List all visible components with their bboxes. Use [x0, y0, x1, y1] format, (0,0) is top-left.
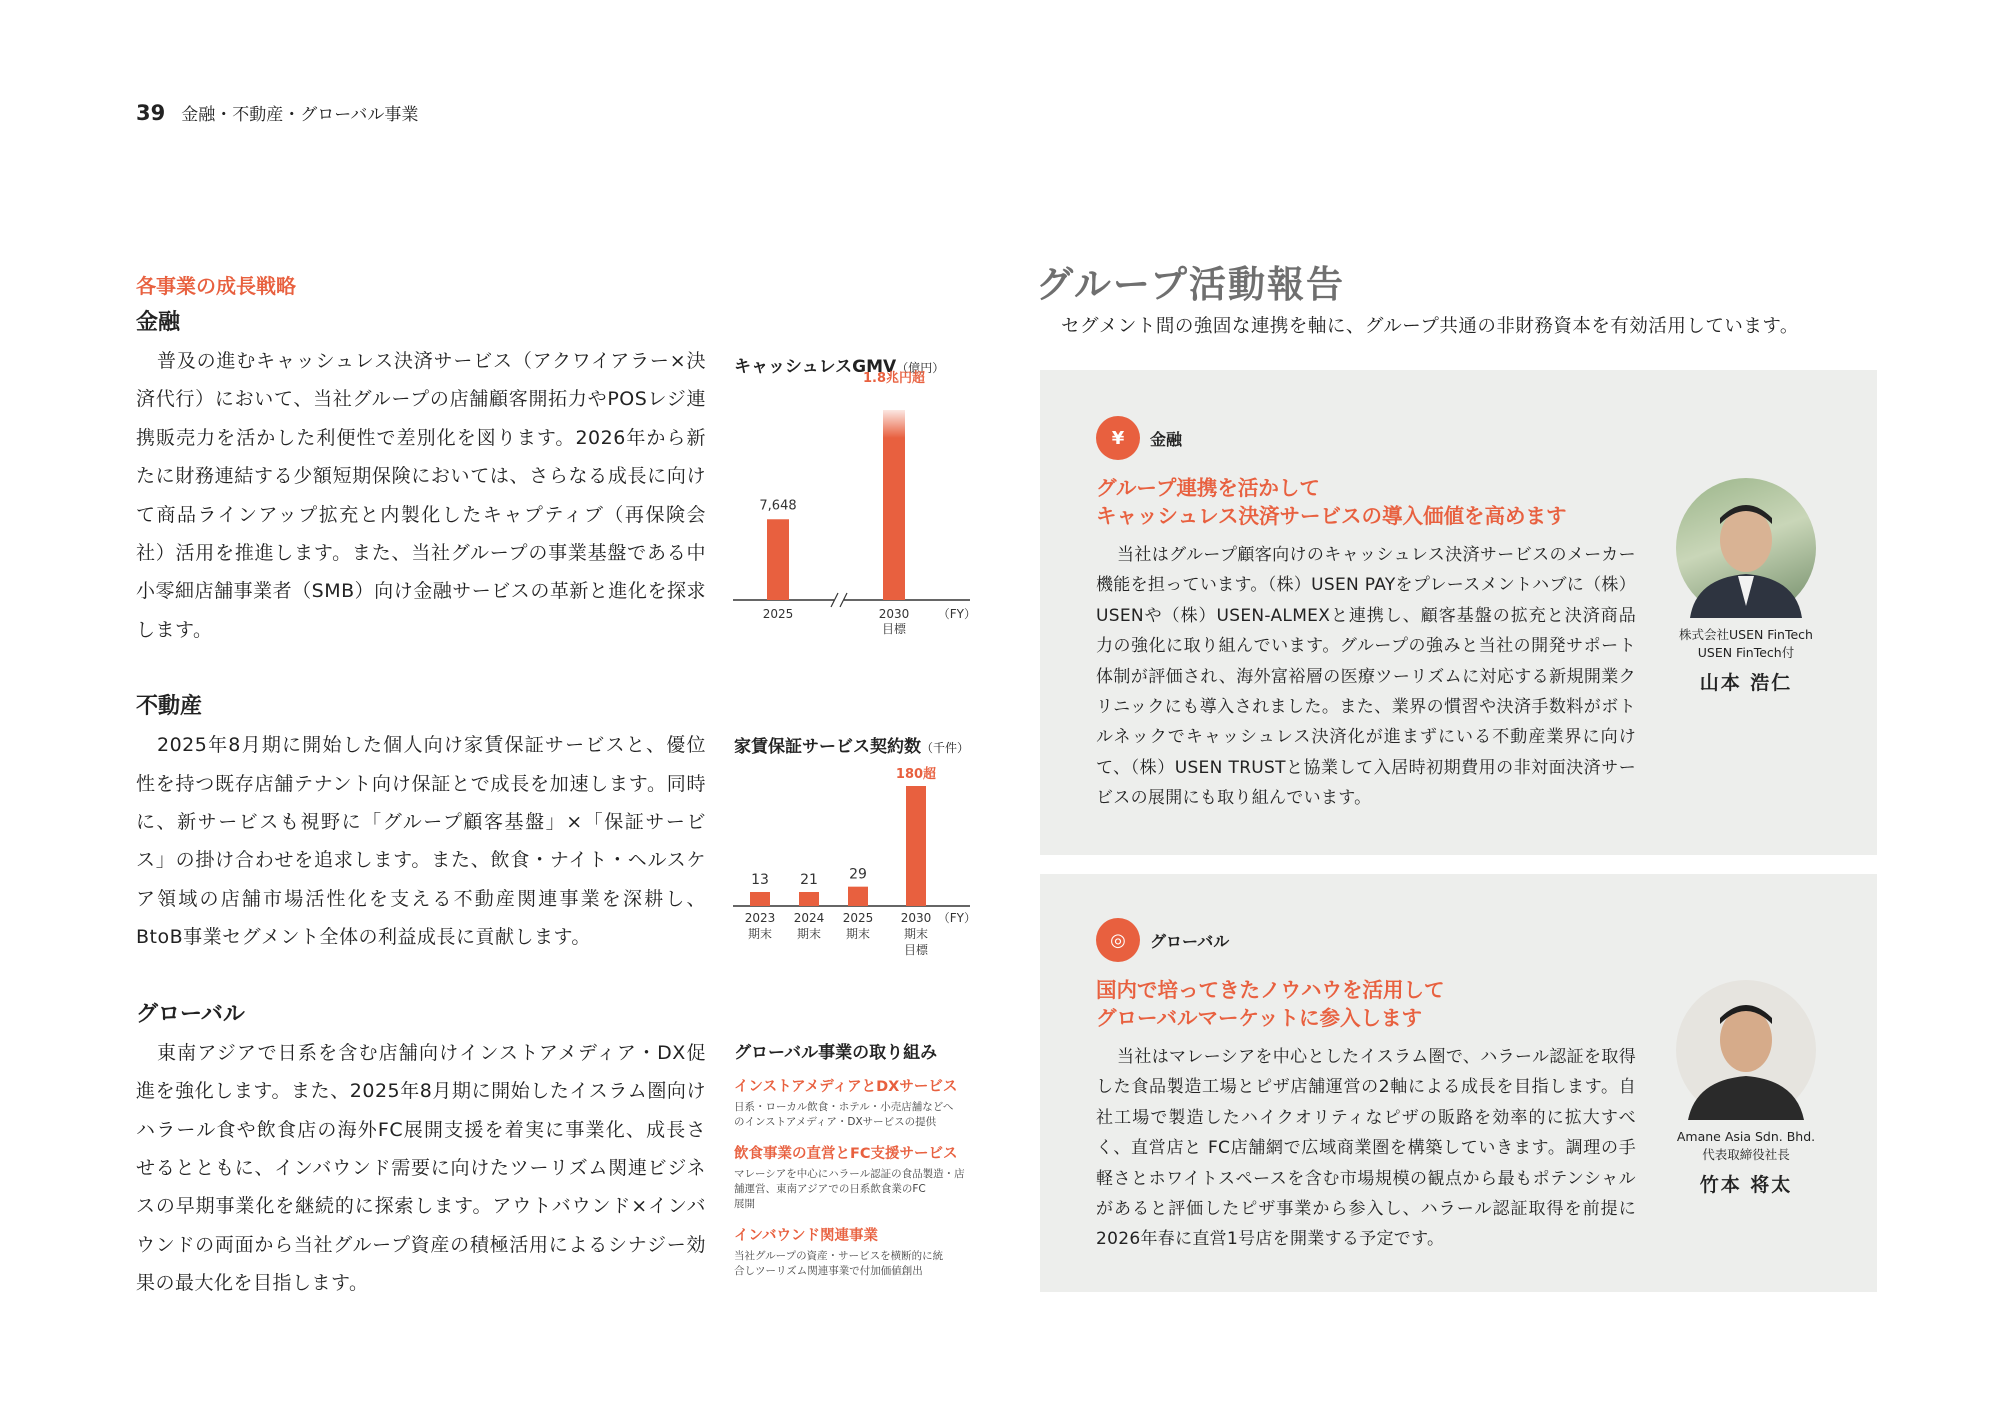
global-initiatives-title: グローバル事業の取り組み	[734, 1043, 938, 1063]
desc-line: 合しツーリズム関連事業で付加価値創出	[734, 1265, 923, 1277]
finance-heading: 金融	[136, 310, 181, 335]
rent-category-sublabel: 期末	[845, 927, 871, 941]
realestate-paragraph	[136, 726, 706, 956]
para-line: 同時に、新サービスも視野に「グループ顧客基盤」×「保証サー	[136, 772, 706, 834]
realestate-heading: 不動産	[136, 694, 203, 720]
group-report-title: グループ活動報告	[1036, 263, 1346, 306]
body-line: す。自社工場で製造したハイクオリティなピザの販路を効率的に	[1096, 1077, 1636, 1128]
panel-tag	[1096, 416, 1182, 460]
global-heading: グローバル	[136, 1001, 245, 1027]
tag-label: グローバル	[1150, 931, 1230, 951]
gmv-title-text: キャッシュレスGMV	[734, 357, 897, 377]
rent-title-text: 家賃保証サービス契約数	[734, 737, 921, 757]
person-card	[1646, 980, 1846, 1197]
body-line: （株）USENや（株）USEN-ALMEXと連携し、顧客基盤の拡充と決	[1096, 575, 1636, 626]
global-report-panel	[1040, 874, 1877, 1292]
global-icon: ◎	[1096, 918, 1140, 962]
rent-bar-2023	[750, 892, 770, 906]
initiative-desc	[734, 1249, 984, 1279]
body-line: する新規開業クリニックにも導入されました。また、業界の慣習や	[1096, 666, 1636, 718]
finance-report-panel	[1040, 370, 1877, 855]
finance-paragraph	[136, 342, 706, 649]
body-line: 当社はマレーシアを中心としたイスラム圏で、ハラール認証を取	[1117, 1047, 1619, 1067]
person-silhouette-icon	[1676, 980, 1816, 1120]
heading-line: グローバルマーケットに参入します	[1096, 1006, 1422, 1030]
gmv-bar-2025	[767, 519, 789, 600]
initiative-item	[734, 1224, 984, 1279]
rent-data-label: 29	[849, 866, 867, 883]
page-number: 39	[136, 101, 166, 125]
heading-line: グループ連携を活かして	[1096, 476, 1320, 500]
desc-line: 舗運営、東南アジアでの日系飲食業のFC	[734, 1183, 926, 1195]
rent-bar-2025	[848, 887, 868, 906]
rent-category-sublabel: 期末	[903, 927, 929, 941]
para-line: ケア領域の店舗市場活性化を支える不動産関連事業を深耕し、	[136, 849, 706, 910]
panel-tag	[1096, 918, 1229, 962]
body-line: 拡大すべく、直営店と FC店舗網で広域商業圏を構築していきま	[1096, 1107, 1636, 1159]
para-line: 向けハラール食や飲食店の海外FC展開支援を着実に事業	[136, 1080, 706, 1141]
rent-category-sublabel: 期末	[747, 927, 773, 941]
person-name: 竹本 将太	[1699, 1174, 1793, 1196]
person-card	[1646, 478, 1846, 695]
body-line: 当社はグループ顧客向けのキャッシュレス決済サービスのメー	[1117, 545, 1602, 565]
rent-axis-suffix: （FY）	[937, 911, 976, 925]
global-initiatives	[734, 1038, 984, 1279]
rent-category-label: 2024	[793, 911, 825, 925]
para-line: レジ連携販売力を活かした利便性で差別化を図ります。2026年	[136, 388, 706, 449]
gmv-axis-break	[834, 592, 844, 608]
para-line: 性を持つ既存店舗テナント向け保証とで成長を加速します。	[136, 772, 667, 795]
person-photo	[1676, 478, 1816, 618]
para-line: 革新と進化を探求します。	[136, 580, 706, 641]
desc-line: マレーシアを中心にハラール認証の食品製造・店	[734, 1168, 965, 1180]
para-line: 基盤である中小零細店舗事業者（SMB）向け金融サービスの	[136, 542, 706, 603]
rent-unit: （千件）	[921, 741, 970, 755]
person-company: 株式会社USEN FinTech	[1679, 627, 1813, 642]
rent-bar-2024	[799, 892, 819, 906]
gmv-axis-suffix: （FY）	[937, 607, 976, 621]
desc-line: のインストアメディア・DXサービスの提供	[734, 1116, 937, 1128]
body-line: 不動産業界に向けて、（株）USEN TRUSTと協業して入居時初期	[1096, 727, 1636, 778]
body-line: 決済手数料がボトルネックでキャッシュレス決済化が進まずにいる	[1096, 697, 1636, 748]
desc-line: 日系・ローカル飲食・ホテル・小売店舗などへ	[734, 1101, 954, 1113]
rent-category-label: 2023	[744, 911, 776, 925]
gmv-category-label: 2030	[878, 607, 910, 621]
panel-body	[1096, 1042, 1636, 1255]
body-line: 発サポート体制が評価され、海外富裕層の医療ツーリズムに対応	[1096, 636, 1636, 687]
section-title: 金融・不動産・グローバル事業	[181, 105, 419, 125]
finance-icon: ¥	[1096, 416, 1140, 460]
initiative-desc	[734, 1100, 984, 1130]
body-line: 費用の非対面決済サービスの展開にも取り組んでいます。	[1096, 757, 1637, 809]
para-line: 成長に向けて商品ラインアップ拡充と内製化したキャプティブ	[136, 465, 706, 526]
initiative-desc	[734, 1167, 984, 1212]
page-header	[136, 100, 418, 125]
para-line: から新たに財務連結する少額短期保険においては、さらなる	[136, 426, 706, 488]
para-line: 2025年8月期に開始した個人向け家賃保証サービスと、優位	[157, 734, 706, 757]
gmv-bar-fade	[883, 410, 905, 438]
heading-line: 国内で培ってきたノウハウを活用して	[1096, 978, 1445, 1002]
rent-data-label: 21	[800, 872, 818, 888]
para-line: 普及の進むキャッシュレス決済サービス（アクワイアラー×	[157, 350, 687, 372]
heading-line: キャッシュレス決済サービスの導入価値を高めます	[1096, 504, 1567, 528]
person-company: Amane Asia Sdn. Bhd.	[1676, 1129, 1816, 1144]
panel-heading	[1096, 474, 1566, 530]
growth-strategy-column	[136, 270, 706, 1303]
para-line: 化、成長させるとともに、インバウンド需要に向けたツーリズム	[136, 1118, 706, 1179]
tag-label: 金融	[1150, 429, 1183, 449]
person-silhouette-icon	[1676, 478, 1816, 618]
initiative-title: インストアメディアとDXサービス	[734, 1079, 958, 1095]
panel-body	[1096, 540, 1636, 814]
rent-chart-title	[734, 732, 969, 757]
body-line: カー機能を担っています。（株）USEN PAYをプレースメントハブに	[1096, 545, 1636, 596]
desc-line: 当社グループの資産・サービスを横断的に統	[734, 1250, 944, 1262]
person-photo	[1676, 980, 1816, 1120]
body-line: 得した食品製造工場とピザ店舗運営の2軸による成長を目指しま	[1096, 1047, 1636, 1098]
rent-data-label: 180超	[895, 767, 937, 782]
group-report-subtitle: セグメント間の強固な連携を軸に、グループ共通の非財務資本を有効活用しています。	[1061, 316, 1799, 337]
gmv-unit: （億円）	[896, 361, 945, 375]
panel-heading	[1096, 976, 1445, 1032]
initiative-item	[734, 1075, 984, 1130]
gmv-category-label: 2025	[762, 607, 794, 621]
gmv-category-sublabel: 目標	[881, 622, 907, 636]
para-line: （再保険会社）活用を推進します。また、当社グループの事業	[136, 503, 706, 565]
para-line: バウンド×インバウンドの両面から当社グループ資産の積極	[136, 1195, 706, 1256]
gmv-bar-2030	[883, 410, 905, 600]
body-line: 認証取得を前提に2026年春に直営1号店を開業する予定です。	[1096, 1199, 1637, 1250]
gmv-data-label: 7,648	[759, 498, 797, 514]
body-line: す。調理の手軽さとホワイトスペースを含む市場規模の観点から	[1096, 1138, 1636, 1189]
rent-data-label: 13	[751, 872, 769, 888]
global-paragraph	[136, 1034, 706, 1303]
body-line: 済商品力の強化に取り組んでいます。グループの強みと当社の開	[1096, 605, 1636, 657]
kicker-title: 各事業の成長戦略	[136, 274, 296, 298]
initiative-title: 飲食事業の直営とFC支援サービス	[734, 1146, 958, 1162]
gmv-chart	[730, 371, 980, 645]
person-role: USEN FinTech付	[1697, 645, 1795, 660]
para-line: BtoB事業セグメント全体の利益成長に貢献します。	[136, 926, 591, 949]
rent-chart	[730, 760, 980, 970]
para-line: 関連ビジネスの早期事業化を継続的に探索します。アウト	[136, 1156, 706, 1218]
para-line: 決済代行）において、当社グループの店舗顧客開拓力やPOS	[136, 350, 706, 411]
rent-category-sublabel: 目標	[903, 943, 929, 957]
initiative-item	[734, 1142, 984, 1212]
person-role: 代表取締役社長	[1702, 1147, 1790, 1162]
body-line: 最もポテンシャルがあると評価したピザ事業から参入し、ハラール	[1096, 1168, 1636, 1220]
rent-category-label: 2030	[900, 911, 932, 925]
para-line: ビス」の掛け合わせを追求します。また、飲食・ナイト・ヘルス	[136, 811, 706, 872]
para-line: 東南アジアで日系を含む店舗向けインストアメディア・DX	[157, 1041, 686, 1064]
rent-category-label: 2025	[842, 911, 874, 925]
para-line: 活用によるシナジー効果の最大化を目指します。	[136, 1233, 707, 1295]
desc-line: 展開	[734, 1198, 755, 1210]
gmv-data-label: 1.8兆円超	[862, 371, 926, 386]
rent-bar-2030	[906, 786, 926, 906]
initiative-title: インバウンド関連事業	[734, 1228, 878, 1244]
rent-category-sublabel: 期末	[796, 927, 822, 941]
person-name: 山本 浩仁	[1699, 672, 1793, 694]
para-line: 促進を強化します。また、2025年8月期に開始したイスラム圏	[136, 1041, 706, 1103]
